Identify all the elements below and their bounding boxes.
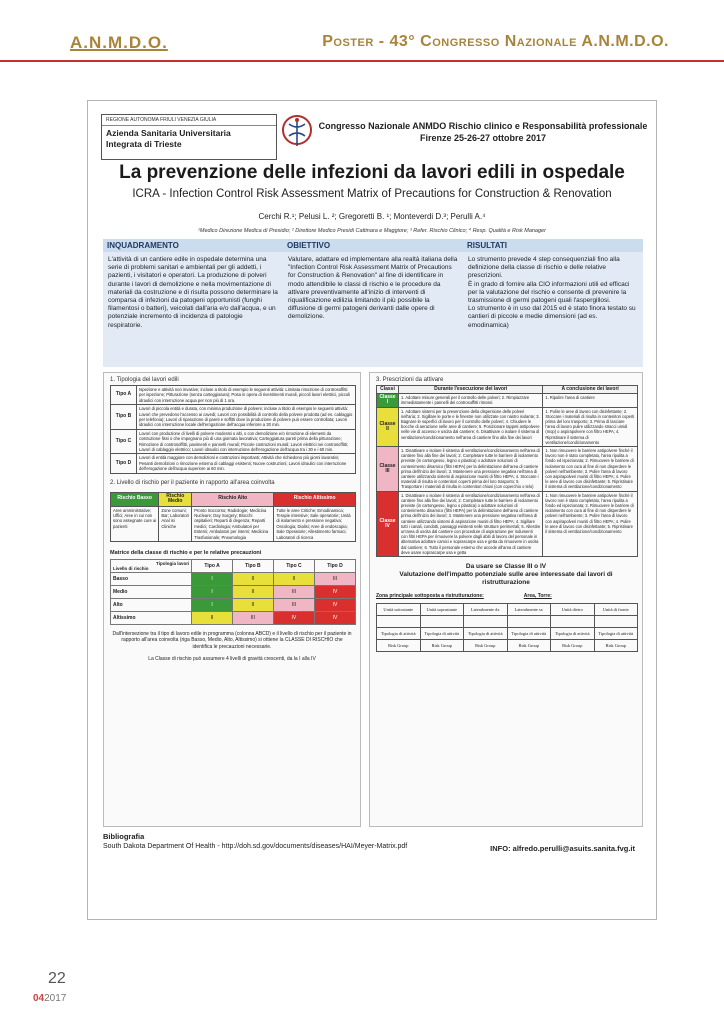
table-row (111, 506, 356, 541)
type-label: Tipo B (111, 405, 137, 430)
type-description: Ispezione e attività non invasive; incluse a titolo di esempio le seguenti attività: Limitata rimozione di controsoffitti per ispezione; Pitturazione (senza carteggiatura); Posa in opera di rivestimenti murali, piccoli lavori elettrici, piccoli idraulici con interruzione acqua per non più di 1 ora. (137, 386, 356, 405)
matrix-cell: III (273, 598, 314, 611)
class-label: Classe IV (377, 491, 399, 556)
table-row (111, 429, 356, 454)
intro-panel (103, 239, 643, 367)
impact-title: Valutazione dell'impatto potenziale sulle aree interessate dai lavori di ristrutturazione (399, 571, 613, 587)
impact-activity-label: Tipologia di attività (507, 628, 551, 640)
after-text: 1. Ripulire l'area di cantiere (543, 394, 638, 407)
intro-headers (103, 239, 643, 252)
risultati-p1: Lo strumento prevede 4 step consequenziali fino alla definizione della classe di rischio e delle relative prescrizioni. (468, 256, 620, 280)
region-label: REGIONE AUTONOMA FRIULI VENEZIA GIULIA (102, 115, 276, 126)
class-label: Classe II (377, 407, 399, 446)
impact-usage: Da usare se Classe III o IV (465, 563, 547, 571)
issue-number: 04 (33, 993, 45, 1004)
intro-columns (103, 252, 643, 334)
risultati-p3: Lo strumento è in uso dal 2015 ed è stato finora testato su cantieri di piccole e medie dimensioni (ad es. emodinamica) (468, 305, 636, 329)
type-description: Lavori di entità maggiore con demolizioni e costruzioni importanti; Attività che richiedono più giorni lavorativi; Pesanti demolizioni o rimozione esterna di cablaggi esistenti; Nuove costruzioni; Lavori idraulici con interruzione dell'erogazione dell'acqua superiore ai 60 min. (137, 454, 356, 473)
matrix-col: Tipo C (273, 559, 314, 572)
impact-zone-labels (376, 591, 636, 599)
journal-logo: A.N.M.D.O. (70, 33, 168, 52)
impact-activity-label: Tipologia di attività (377, 628, 421, 640)
impact-empty-cell (420, 616, 464, 628)
impact-risk-label: Risk Group (507, 640, 551, 652)
poster-title: La prevenzione delle infezioni da lavori edili in ospedale (119, 162, 625, 183)
impact-risk-label: Risk Group (594, 640, 638, 652)
table-row (111, 454, 356, 473)
authors: Cerchi R.¹; Pelusi L. ²; Gregoretti B. ¹; Monteverdi D.³; Perulli A.⁴ (258, 212, 486, 221)
matrix-cell: II (232, 598, 273, 611)
matrix-col: Tipo B (232, 559, 273, 572)
impact-header: Unità soprastante (420, 604, 464, 616)
risk-matrix (110, 559, 356, 625)
conference-line1: Congresso Nazionale ANMDO Rischio clinico e Responsabilità professionale (318, 121, 648, 131)
matrix-cell: IV (314, 611, 355, 624)
risk-header-alto: Rischio Alto (192, 492, 274, 506)
impact-header: Unità sottostante (377, 604, 421, 616)
impact-risk-label: Risk Group (377, 640, 421, 652)
impact-header: Lateralmente sx (507, 604, 551, 616)
table-row (377, 394, 638, 407)
matrix-cell: III (273, 585, 314, 598)
type-label: Tipo C (111, 429, 137, 454)
matrix-title: Matrice della classe di rischio e per le relative precauzioni (110, 549, 262, 556)
risk-level-table (110, 492, 356, 542)
impact-empty-cell (464, 616, 508, 628)
matrix-col: Tipo D (314, 559, 355, 572)
impact-header: Lateralmente dx (464, 604, 508, 616)
impact-activity-label: Tipologia di attività (551, 628, 595, 640)
matrix-cell: I (192, 598, 233, 611)
table-row (377, 616, 638, 628)
risultati-p2: È in grado di fornire alla CIO informazioni utili ed efficaci per la valutazione del rischio e consente di prevenire la trasmissione di germi patogeni quali l'aspergillosi. (468, 280, 630, 305)
after-text: 1. Non rimuovere le barriere antipolvere finché il lavoro non è stato completato, l'area ripulita a fondo ed ispezionata; 2. Rimuovere le barriere di isolamento con cura al fine di non disperdere le polveri nell'ambiente; 3. Pulire l'area di lavoro con aspirapolveri muniti di filtro HEPA; 4. Pulire le aree di lavoro con disinfettante; 5. Ripristinare il sistema di ventilazione/condizionamento (543, 447, 638, 492)
page-number: 22 (48, 970, 66, 987)
left-column (103, 372, 361, 827)
intro-heading-inquadramento: INQUADRAMENTO (107, 241, 179, 250)
risk-cell-altissimo: Tutte le aree Critiche; Emodinamica; Terapie intensive; Sale operatorie; Unità di isolamento e pressione negativa; Oncologia; Dialisi; Aree di endoscopia; Sale Operatorie; Allestimento farmaci; Laboratori di ricerca (274, 506, 356, 541)
conference-line2: Firenze 25-26-27 ottobre 2017 (419, 133, 547, 143)
table-row (377, 640, 638, 652)
precautions-table (376, 385, 638, 557)
hospital-name-line1: Azienda Sanitaria Universitaria (106, 128, 231, 138)
table-header-row (377, 604, 638, 616)
bibliography-title: Bibliografia (103, 832, 145, 841)
header-rule (0, 60, 724, 62)
table-row (377, 447, 638, 492)
matrix-cell: I (192, 572, 233, 585)
hospital-logo (101, 114, 277, 160)
prec-header-classi: Classi (377, 386, 399, 394)
header-title: Poster - 43° Congresso Nazionale A.N.M.D.O. (322, 33, 669, 50)
prec-header-during: Durante l'esecuzione dei lavori (399, 386, 543, 394)
poster-content (93, 106, 651, 914)
bibliography-reference: South Dakota Department Of Health - http://doh.sd.gov/documents/diseases/HAI/Meyer-Matrix.pdf (103, 843, 408, 850)
matrix-row (111, 585, 356, 598)
risk-header-altissimo: Rischio Altissimo (274, 492, 356, 506)
matrix-row-label: Basso (111, 572, 192, 585)
table-header-row (111, 492, 356, 506)
after-text: 1. Pulire le aree di lavoro con disinfettante; 2. Stoccare i materiali di risulta in contenitori coperti prima del loro trasporto; 3. Prima di lasciare l'area di lavoro pulire utilizzando stracci umidi (mop) o aspirapolvere con filtro HEPA; 4. Ripristinare il sistema di ventilazione/condizionamento (543, 407, 638, 446)
impact-risk-label: Risk Group (551, 640, 595, 652)
matrix-row (111, 611, 356, 624)
matrix-cell: III (232, 611, 273, 624)
table-row (377, 628, 638, 640)
matrix-row-label: Alto (111, 598, 192, 611)
page-header (0, 0, 724, 70)
matrix-cell: II (192, 611, 233, 624)
table-header-row (377, 386, 638, 394)
section2-title: 2. Livello di rischio per il paziente in rapporto all'area coinvolta (110, 479, 275, 486)
matrix-cell: IV (314, 585, 355, 598)
type-description: Lavori di piccola entità e durata, con minima produzione di polvere; incluse a titolo di esempio le seguenti attività: Lavori che prevedono l'accesso ai cavedi; Lavori con possibilità di controllo della polvere prodotta (ad es. cablaggio per telefonia); Lavori di riparazione di pareti e soffitti dove la produzione di polvere può essere controllata; Lavori idraulici con interruzione locale dell'erogazione dell'acqua inferiore a 30 min. (137, 405, 356, 430)
intro-text-inquadramento: L'attività di un cantiere edile in ospedale determina una serie di problemi sanitari e ambientali per gli addetti, i pazienti, i visitatori e operatori. La produzione di polveri durante i lavori di demolizione e nella movimentazione di materiali da costruzione e di risulta possono determinare la comparsa di infezioni da patogeni opportunisti (funghi filamentosi o batteri), veicolati dall'aria e/o dall'acqua, e un potenziale incremento di incidenza di patologie respiratorie. (108, 256, 278, 329)
matrix-row (111, 572, 356, 585)
impact-empty-cell (377, 616, 421, 628)
risk-cell-basso: Aree amministrative; Uffici; Aree in cui non sono assegnate cure ai pazienti (111, 506, 159, 541)
matrix-cell: II (232, 585, 273, 598)
matrix-cell: II (232, 572, 273, 585)
matrix-note-levels: La Classe di rischio può assumere 4 livelli di gravità crescenti, da la I alla IV (148, 656, 316, 663)
section3-title: 3. Prescrizioni da attivare (376, 377, 444, 383)
work-types-table (110, 385, 356, 474)
impact-header: Unità di fronte (594, 604, 638, 616)
intro-text-risultati (463, 252, 643, 334)
intro-heading-risultati: RISULTATI (467, 241, 507, 250)
hospital-name-line2: Integrata di Trieste (106, 139, 182, 149)
matrix-corner-top: Tipologia lavori (156, 560, 190, 566)
matrix-row-label: Medio (111, 585, 192, 598)
poster (87, 100, 657, 920)
impact-activity-label: Tipologia di attività (464, 628, 508, 640)
area-label: Area, Torre: (523, 593, 552, 600)
impact-heading (370, 557, 642, 591)
risk-header-basso: Rischio Basso (111, 492, 159, 506)
bibliography (103, 832, 643, 910)
impact-empty-cell (507, 616, 551, 628)
class-label: Classe III (377, 447, 399, 492)
after-text: 1. Non rimuovere le barriere antipolvere finché il lavoro non è stato completato, l'area ripulita a fondo ed ispezionata; 2. Rimuovere le barriere di isolamento con cura al fine di non disperdere le polveri nell'ambiente; 3. Pulire l'area di lavoro con aspirapolveri muniti di filtro HEPA; 4. Pulire le aree di lavoro con disinfettante; 5. Ripristinare il sistema di ventilazione/condizionamento (543, 491, 638, 556)
poster-subtitle: ICRA - Infection Control Risk Assessment Matrix of Precautions for Construction & Renovation (132, 188, 612, 200)
impact-empty-cell (551, 616, 595, 628)
anmdo-emblem-icon (279, 112, 315, 154)
zone-label: Zona principale sottoposta a ristrutturazione: (376, 593, 484, 600)
conference-title (313, 120, 653, 144)
risk-header-medio: Rischio Medio (159, 492, 192, 506)
section1-title: 1. Tipologia dei lavori edili (110, 377, 179, 383)
matrix-row-label: Altissimo (111, 611, 192, 624)
matrix-row (111, 598, 356, 611)
impact-header: Unità dietro (551, 604, 595, 616)
type-description: Lavori con produzione di livelli di polvere moderati o alti, o con demolizione e/o rimozione di elementi da costruzione fissi o che impegnano più di una giornata lavorativa; Carteggiatura pareti prima della pitturazione; Rimozione di controsoffitti, pavimenti e pannelli murali; Piccole costruzioni murali; Lavori elettrici nei controsoffitti; Lavori di cablaggio elettrico; Lavori idraulici con interruzione dell'erogazione dell'acqua tra i 30 e i 60 min. (137, 429, 356, 454)
matrix-corner (111, 559, 192, 572)
during-text: 1. Disattivare o isolare il sistema di ventilazione/condizionamento nell'area di cantiere fino alla fine dei lavori; 2. Completare tutte le barriere di isolamento previste (in cartongesso, legno o plastica) o adottare soluzioni di contenimento dinamico (filtri HEPA) per la delimitazione dell'area di cantiere prima dell'inizio dei lavori; 3. Mantenere una pressione negativa nell'area di cantiere utilizzando sistemi di aspirazione muniti di filtro HEPA; 4. Sigillare tutti i canali, condotti, passaggi esistenti nelle strutture perimetrali; 5. Allestire un'area di uscita dal cantiere con procedure di aspirazione per indumenti con filtri HEPA per rimuovere la polvere dagli abiti di lavoro del personale in alternativa adottare camici e soprascarpe usa e getta da rimuovere in uscita dal cantiere; 6. Tutto il personale esterno che accede all'area di cantiere deve usare soprascarpe usa e getta (399, 491, 543, 556)
matrix-cell: IV (273, 611, 314, 624)
prec-header-after: A conclusione dei lavori (543, 386, 638, 394)
impact-empty-cell (594, 616, 638, 628)
impact-risk-label: Risk Group (420, 640, 464, 652)
right-column (369, 372, 643, 827)
affiliations: ¹Medico Direzione Medica di Presidio; ² Direttore Medico Presidi Cattinara e Maggiore; ³ Refer. Rischio Clinico; ⁴ Resp. Qualità e Risk Manager (198, 228, 546, 234)
matrix-cell: III (314, 572, 355, 585)
matrix-cell: II (273, 572, 314, 585)
contact-info: INFO: alfredo.perulli@asuits.sanita.fvg.it (490, 844, 635, 853)
matrix-note: Dall'intersezione tra il tipo di lavoro edile in programma (colonna ABCD) e il livello di rischio per il paziente in rapporto all'area coinvolta (riga Basso, Medio, Alto, Altissimo) si ottiene la CLASSE DI RISCHIO che identifica le precauzioni necessarie. (112, 630, 352, 650)
during-text: 1. Adottare misure generali per il controllo delle polveri; 2. Rimpiazzare immediatamente i pannelli dei controsoffitti rimossi (399, 394, 543, 407)
matrix-cell: IV (314, 598, 355, 611)
type-label: Tipo D (111, 454, 137, 473)
during-text: 1. Disattivare o isolare il sistema di ventilazione/condizionamento nell'area di cantiere fino alla fine dei lavori; 2. Completare tutte le barriere di isolamento previste (in cartongesso, legno o plastica) o adottare soluzioni di contenimento dinamico (filtri HEPA) per la delimitazione dell'area di cantiere prima dell'inizio dei lavori; 3. Mantenere una pressione negativa nell'area di cantiere utilizzando sistemi di aspirazione muniti di filtro HEPA; 4. Stoccare i materiali di risulta in contenitori coperti prima del loro trasporto; 5. Trasportare i materiali di risulta in contenitori chiusi (con coperchio o telo) (399, 447, 543, 492)
issue-year: 2017 (44, 993, 67, 1004)
matrix-col: Tipo A (192, 559, 233, 572)
matrix-corner-left: Livello di rischio (113, 565, 149, 571)
impact-risk-label: Risk Group (464, 640, 508, 652)
intro-heading-obiettivo: OBIETTIVO (287, 241, 331, 250)
table-row (377, 491, 638, 556)
risk-cell-medio: Zone comuni; Bar; Laboratori Anal isi Cliniche (159, 506, 192, 541)
impact-activity-label: Tipologia di attività (594, 628, 638, 640)
risk-cell-alto: Pronto Soccorso; Radiologie; Medicina Nucleare; Day Surgery; Blocchi ospitalieri; Reparti di degenza; Reparti medici; Cardiologia; Ambulatori per Esterni; Ambulatori per interni; Medicina Trasfusionale; Pneumologia (192, 506, 274, 541)
intro-text-obiettivo: Valutare, adattare ed implementare alla realtà italiana della "Infection Control Risk Assessment Matrix of Precautions for Construction & Renovation" al fine di identificare in modo attendibile le classi di rischio e le procedure da attivare preventivamente all'inizio di interventi di riqualificazione edilizia limitando il più possibile la diffusione di germi patogeni derivanti dalle opere di demolizione. (288, 256, 458, 321)
class-label: Classe I (377, 394, 399, 407)
issue-label (33, 993, 66, 1004)
matrix-header-row (111, 559, 356, 572)
table-row (377, 407, 638, 446)
during-text: 1. Adottare sistemi per la prevenzione della dispersione delle polveri nell'aria; 2. Sigillare le porte e le finestre non utilizzate con nastro isolante; 3. Bagnare le superfici di lavoro per il controllo delle polveri; 4. Chiudere le bocche di aerazione nelle aree di cantiere; 5. Posizionare tappeti antipolvere nelle vie di accesso e uscita dal cantiere; 6. Disattivare o isolare il sistema di ventilazione/condizionamento nell'area di cantiere fino alla fine dei lavori (399, 407, 543, 446)
type-label: Tipo A (111, 386, 137, 405)
impact-activity-label: Tipologia di attività (420, 628, 464, 640)
table-row (111, 405, 356, 430)
impact-table (376, 603, 638, 652)
table-row (111, 386, 356, 405)
matrix-cell: I (192, 585, 233, 598)
